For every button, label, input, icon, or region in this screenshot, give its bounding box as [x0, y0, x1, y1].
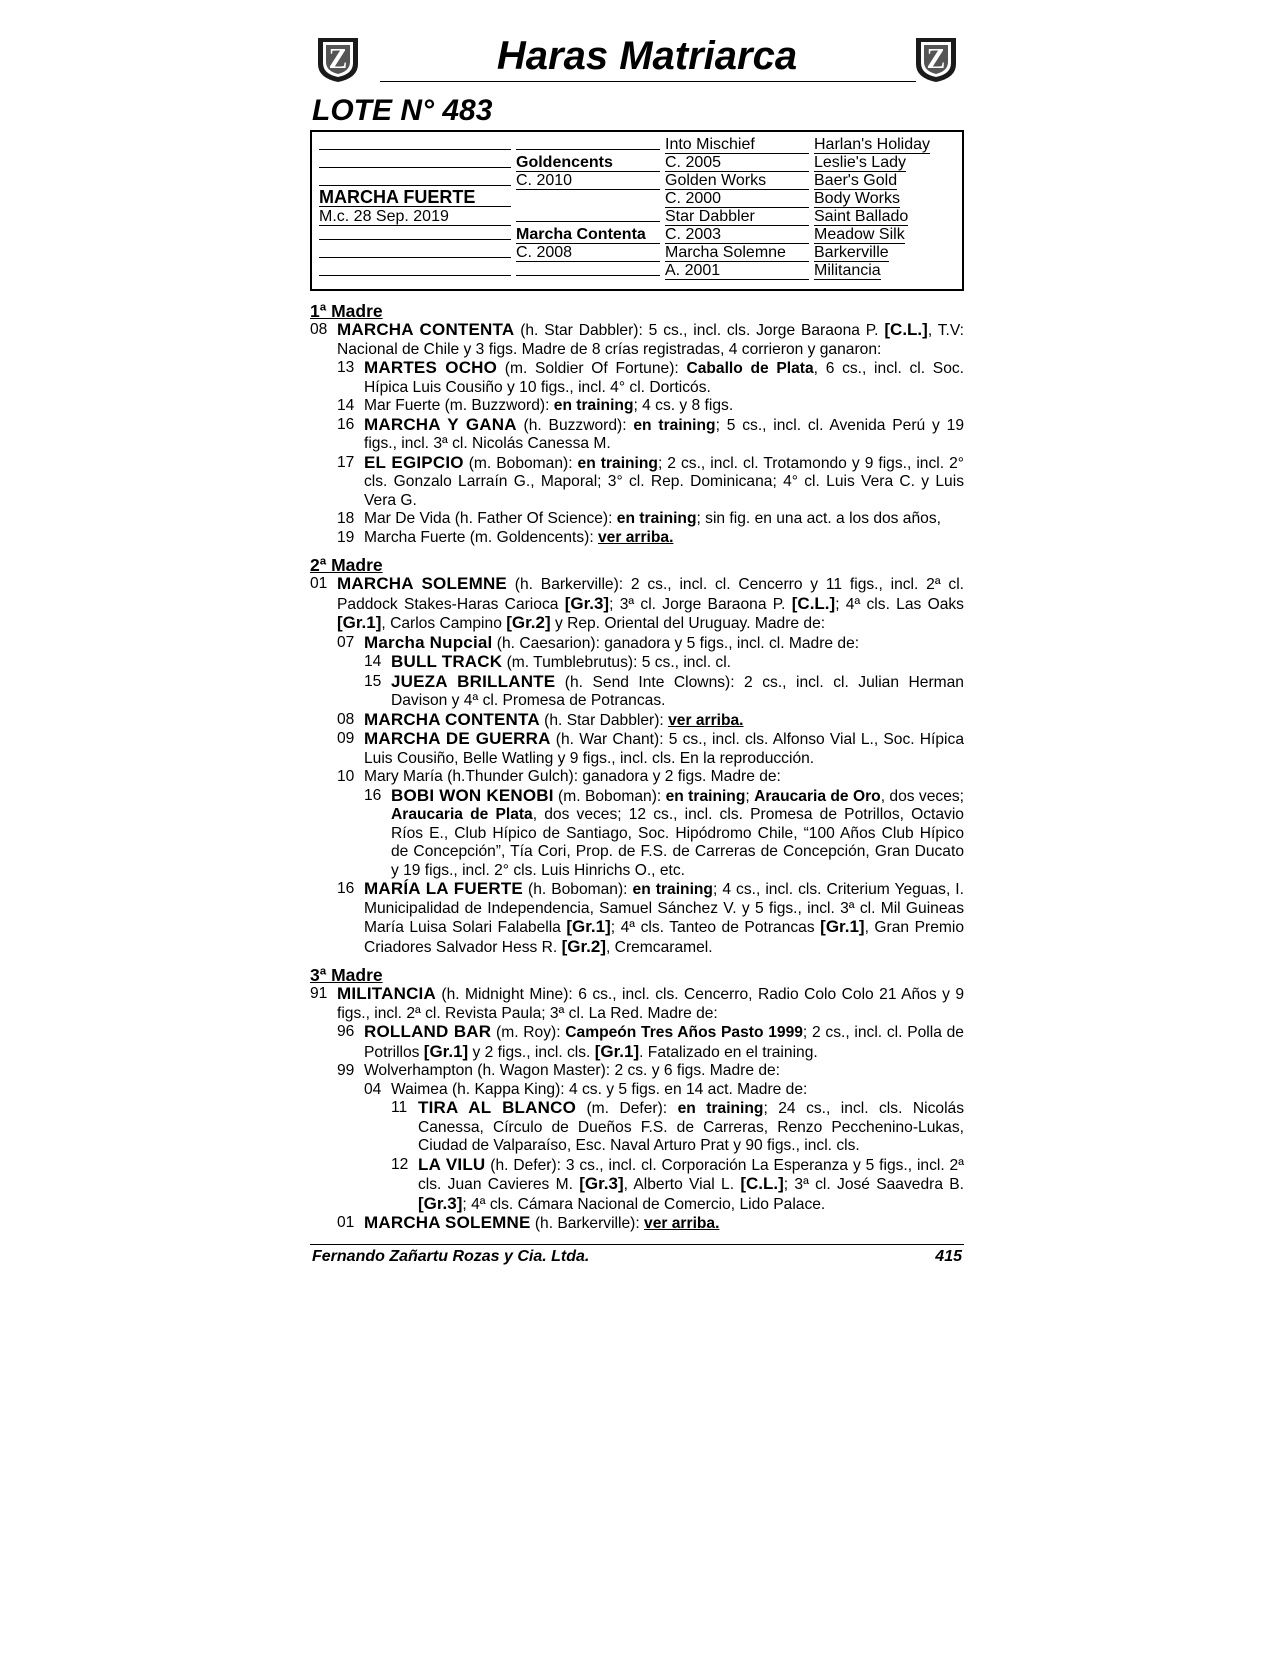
entry-text: (h. Defer): 3 cs., incl. cl. Corporación La Esperanza y 5 figs., incl. 2ª cls. Juan Cavieres M.: [418, 1156, 964, 1193]
horse-name: MARCHA CONTENTA: [364, 709, 540, 729]
entry-year: 09: [337, 730, 355, 747]
entry-year: 16: [337, 415, 355, 433]
section-title: 2ª Madre: [310, 555, 383, 575]
pedigree-rule: [319, 155, 511, 168]
entry-text: (h. Star Dabbler):: [539, 711, 669, 729]
grade-label: [Gr.3]: [579, 1174, 624, 1193]
entry-year: 10: [337, 768, 355, 785]
see-above-link: ver arriba.: [668, 711, 744, 729]
pedigree-rule: [319, 137, 511, 150]
section-title: 1ª Madre: [310, 301, 383, 321]
entry-text: (m. Tumblebrutus): 5 cs., incl. cl.: [502, 654, 732, 671]
bold-text: Araucaria de Oro: [754, 787, 881, 805]
horse-name: MILITANCIA: [337, 984, 436, 1003]
entry-text: (m. Defer):: [576, 1100, 678, 1117]
svg-text:Z: Z: [926, 44, 946, 75]
see-above-link: ver arriba.: [598, 528, 674, 546]
horse-name: JUEZA BRILLANTE: [391, 671, 556, 691]
grade-label: [Gr.1]: [423, 1041, 469, 1061]
horse-name: MARCHA SOLEMNE: [337, 574, 507, 593]
horse-name: BULL TRACK: [391, 652, 503, 671]
entry-text: ; 5 cs., incl. cl. Avenida Perú y 19 figs., incl. 3ª cl. Nicolás Canessa M.: [364, 416, 964, 452]
entry-text: ; 4 cs. y 8 figs.: [633, 397, 734, 414]
grandparent-name: Marcha Solemne: [665, 244, 809, 262]
entry-text: (h. Star Dabbler): 5 cs., incl. cls. Jorge Baraona P.: [514, 322, 885, 339]
produce-entry: [337, 1023, 964, 1062]
entry-text: , dos veces;: [880, 787, 964, 805]
entry-text: (h. War Chant): 5 cs., incl. cls. Alfonso Vial L., Soc. Hípica Luis Cousiño, Belle Watling y 9 figs., incl. cls. En la reproducción.: [364, 731, 964, 767]
great-grandparent-name: Harlan's Holiday: [814, 136, 930, 153]
produce-entry: [337, 359, 964, 397]
horse-name: LA VILU: [418, 1154, 486, 1174]
bold-text: en training: [577, 454, 658, 472]
entry-year: 07: [337, 633, 355, 651]
section-title: 3ª Madre: [310, 965, 383, 985]
entry-text: ; 3ª cl. José Saavedra B.: [783, 1176, 965, 1193]
entry-text: . Fatalizado en el training.: [639, 1043, 818, 1061]
great-grandparent-name: Body Works: [814, 190, 900, 207]
entry-text: (h. Boboman):: [522, 881, 633, 898]
produce-entry: [337, 510, 964, 529]
produce-entry: [337, 529, 964, 548]
produce-entry: [364, 673, 964, 711]
produce-entry: [364, 1081, 964, 1100]
pedigree-rule: [319, 263, 511, 276]
great-grandparent-name: Baer's Gold: [814, 172, 898, 189]
entry-text: ; 2 cs., incl. cl. Polla de Potrillos: [364, 1024, 964, 1061]
grandparent-info: A. 2001: [665, 262, 809, 280]
entry-year: 14: [337, 397, 355, 414]
entry-text: (h. Barkerville):: [530, 1215, 645, 1232]
horse-name: BOBI WON KENOBI: [391, 785, 554, 805]
pedigree-rule: [516, 209, 660, 222]
horse-name: MARCHA DE GUERRA: [364, 729, 551, 748]
entry-year: 96: [337, 1023, 355, 1040]
entry-text: ; 4ª cls. Tanteo de Potrancas: [610, 919, 821, 936]
pedigree-table: [310, 130, 964, 291]
bold-text: en training: [633, 416, 716, 434]
entry-text: ; 4 cs., incl. cls. Criterium Yeguas, I. Municipalidad de Independencia, Samuel Sánchez V. y 5 figs., incl. 3ª cl. Mil Guineas María Luisa Solari Falabella: [364, 881, 964, 936]
great-grandparent-name: Militancia: [814, 262, 881, 279]
svg-text:Z: Z: [328, 44, 348, 75]
lot-number: LOTE N° 483: [312, 94, 493, 127]
entry-text: ; 24 cs., incl. cls. Nicolás Canessa, Círculo de Dueños F.S. de Carreras, Renzo Pecchenino-Lukas, Ciudad de Valparaíso, Esc. Naval Arturo Prat y 90 figs., incl. cls.: [418, 1100, 964, 1154]
entry-year: 99: [337, 1062, 355, 1079]
entry-text: , 6 cs., incl. cl. Soc. Hípica Luis Cousiño y 10 figs., incl. 4° cl. Dorticós.: [364, 360, 965, 396]
entry-text: (h. Midnight Mine): 6 cs., incl. cls. Cencerro, Radio Colo Colo 21 Años y 9 figs., incl. 2ª cl. Revista Paula; 3ª cl. La Red. Madre de:: [337, 986, 964, 1022]
entry-year: 04: [364, 1080, 382, 1098]
entry-year: 08: [337, 710, 355, 728]
horse-name: TIRA AL BLANCO: [418, 1098, 576, 1117]
grandparent-info: C. 2005: [665, 154, 809, 172]
grandparent-info: C. 2000: [665, 190, 809, 208]
entry-text: (h. Barkerville): 2 cs., incl. cl. Cencerro y 11 figs., incl. 2ª cl. Paddock Stakes-Haras Carioca: [337, 576, 965, 613]
produce-entry: [310, 985, 964, 1023]
produce-entry: [310, 575, 964, 634]
shield-logo-icon: [913, 34, 959, 84]
entry-text: Wolverhampton (h. Wagon Master): 2 cs. y 6 figs. Madre de:: [364, 1062, 780, 1079]
entry-text: y Rep. Oriental del Uruguay. Madre de:: [550, 615, 826, 632]
entry-text: (h. Caesarion): ganadora y 5 figs., incl. cl. Madre de:: [492, 634, 860, 652]
pedigree-rule: [516, 137, 660, 150]
grade-label: [Gr.1]: [594, 1041, 640, 1061]
entry-text: , Carlos Campino: [381, 615, 507, 632]
entry-text: ; 4ª cls. Las Oaks: [835, 595, 964, 613]
grade-label: [Gr.3]: [564, 593, 610, 613]
grade-label: [Gr.1]: [566, 917, 611, 936]
produce-entry: [310, 321, 964, 359]
horse-name: EL EGIPCIO: [364, 452, 464, 472]
horse-name: MARCHA FUERTE: [319, 189, 511, 207]
entry-text: (m. Roy):: [491, 1024, 566, 1041]
grade-label: [C.L.]: [740, 1174, 784, 1193]
produce-entry: [337, 1214, 964, 1234]
entry-year: 01: [337, 1214, 355, 1231]
bold-text: en training: [677, 1100, 764, 1117]
entry-year: 91: [310, 985, 328, 1002]
entry-year: 14: [364, 653, 382, 670]
horse-name: MARÍA LA FUERTE: [364, 879, 523, 898]
page-footer: [310, 1244, 964, 1267]
logo-left: [315, 34, 361, 84]
entry-text: Waimea (h. Kappa King): 4 cs. y 5 figs. en 14 act. Madre de:: [391, 1080, 808, 1098]
entry-year: 16: [364, 786, 382, 804]
entry-text: ; 2 cs., incl. cl. Trotamondo y 9 figs., incl. 2° cls. Gonzalo Larraín G., Maporal; 3° cl. Rep. Dominicana; 4° cl. Luis Vera C. y Luis Vera G.: [364, 454, 964, 509]
entry-text: (m. Boboman):: [553, 787, 666, 805]
grade-label: [C.L.]: [884, 320, 928, 339]
logo-right: [913, 34, 959, 84]
footer-company: Fernando Zañartu Rozas y Cia. Ltda.: [312, 1247, 590, 1265]
bold-text: Campeón Tres Años Pasto 1999: [565, 1024, 803, 1041]
produce-entry: [337, 397, 964, 416]
entry-text: ; sin fig. en una act. a los dos años,: [696, 510, 941, 527]
great-grandparent-name: Saint Ballado: [814, 208, 909, 225]
page-title: Haras Matriarca: [496, 34, 798, 78]
bold-text: Araucaria de Plata: [391, 806, 533, 823]
entry-text: Marcha Fuerte (m. Goldencents):: [364, 528, 598, 546]
great-grandparent-name: Leslie's Lady: [814, 154, 906, 171]
catalog-page: [310, 30, 964, 1267]
sire-name: Goldencents: [516, 154, 660, 172]
bold-text: en training: [632, 881, 713, 898]
entry-text: , dos veces; 12 cs., incl. cls. Promesa de Potrillos, Octavio Ríos E., Club Hípico de Santiago, Soc. Hipódromo Chile, “100 Años Club Hípico de Concepción”, Tía Cori, Prop. de F.S. de Carreras de Concepción, Gran Ducato y 19 figs., incl. 2° cls. Luis Hinrichs O., etc.: [391, 806, 964, 879]
grandparent-name: Into Mischief: [665, 136, 809, 154]
entry-text: , Cremcaramel.: [606, 938, 713, 956]
sire-info: C. 2010: [516, 172, 660, 190]
produce-entry: [364, 653, 964, 673]
horse-name: ROLLAND BAR: [364, 1022, 492, 1041]
entry-text: ; 4ª cls. Cámara Nacional de Comercio, Lido Palace.: [462, 1195, 826, 1213]
pedigree-rule: [319, 227, 511, 240]
entry-year: 15: [364, 672, 382, 690]
bold-text: en training: [616, 510, 697, 527]
entry-text: , Alberto Vial L.: [623, 1176, 741, 1193]
entry-text: ; 3ª cl. Jorge Baraona P.: [609, 595, 792, 613]
produce-entry: [337, 634, 964, 654]
horse-name: MARCHA SOLEMNE: [364, 1213, 531, 1232]
entry-text: y 2 figs., incl. cls.: [468, 1043, 595, 1061]
entry-text: , Gran Premio Criadores Salvador Hess R.: [364, 919, 964, 956]
pedigree-rule: [319, 245, 511, 258]
entry-year: 18: [337, 510, 355, 527]
produce-entry: [364, 787, 964, 881]
page-header: [310, 30, 964, 88]
entry-text: (m. Soldier Of Fortune):: [497, 360, 687, 377]
produce-entry: [337, 730, 964, 768]
bold-text: Caballo de Plata: [686, 360, 814, 377]
entry-year: 12: [391, 1155, 409, 1173]
produce-entry: [337, 880, 964, 957]
entry-text: (h. Buzzword):: [516, 416, 634, 434]
entry-text: Mar Fuerte (m. Buzzword):: [364, 397, 554, 414]
pedigree-rule: [516, 263, 660, 276]
entry-text: Mar De Vida (h. Father Of Science):: [364, 510, 617, 527]
family-content: [310, 301, 964, 1234]
grade-label: [Gr.1]: [820, 917, 865, 936]
produce-entry: [337, 454, 964, 511]
dam-info: C. 2008: [516, 244, 660, 262]
grade-label: [C.L.]: [791, 593, 836, 613]
horse-name: MARCHA Y GANA: [364, 414, 517, 434]
produce-entry: [391, 1156, 964, 1215]
grade-label: [Gr.2]: [561, 936, 607, 956]
see-above-link: ver arriba.: [644, 1215, 720, 1232]
grandparent-name: Golden Works: [665, 172, 809, 190]
entry-year: 08: [310, 321, 328, 338]
produce-entry: [337, 416, 964, 454]
entry-text: Mary María (h.Thunder Gulch): ganadora y 2 figs. Madre de:: [364, 768, 781, 785]
entry-year: 01: [310, 575, 328, 592]
entry-year: 13: [337, 359, 355, 376]
grade-label: [Gr.2]: [506, 613, 551, 632]
grade-label: [Gr.3]: [418, 1193, 463, 1213]
horse-name: Marcha Nupcial: [364, 632, 493, 652]
dam-name: Marcha Contenta: [516, 226, 660, 244]
produce-entry: [337, 768, 964, 787]
great-grandparent-name: Barkerville: [814, 244, 889, 261]
bold-text: en training: [665, 787, 746, 805]
entry-year: 19: [337, 528, 355, 546]
entry-text: (h. Send Inte Clowns): 2 cs., incl. cl. Julian Herman Davison y 4ª cl. Promesa de Potrancas.: [391, 673, 964, 709]
entry-text: , T.V: Nacional de Chile y 3 figs. Madre de 8 crías registradas, 4 corrieron y ganaron:: [337, 322, 964, 358]
produce-entry: [337, 1062, 964, 1081]
page-number: 415: [935, 1247, 962, 1265]
grandparent-name: Star Dabbler: [665, 208, 809, 226]
entry-year: 16: [337, 880, 355, 897]
title-underline: [380, 81, 916, 82]
produce-entry: [391, 1099, 964, 1156]
entry-text: ;: [745, 787, 755, 805]
horse-name: MARTES OCHO: [364, 358, 498, 377]
entry-year: 11: [391, 1099, 408, 1116]
entry-year: 17: [337, 453, 355, 471]
bold-text: en training: [553, 397, 634, 414]
great-grandparent-name: Meadow Silk: [814, 226, 905, 243]
grade-label: [Gr.1]: [337, 613, 382, 632]
pedigree-spacer: [516, 190, 660, 207]
horse-info: M.c. 28 Sep. 2019: [319, 208, 511, 226]
pedigree-rule: [319, 173, 511, 186]
shield-logo-icon: [315, 34, 361, 84]
entry-text: (m. Boboman):: [463, 454, 578, 472]
grandparent-info: C. 2003: [665, 226, 809, 244]
produce-entry: [337, 711, 964, 731]
horse-name: MARCHA CONTENTA: [337, 320, 515, 339]
